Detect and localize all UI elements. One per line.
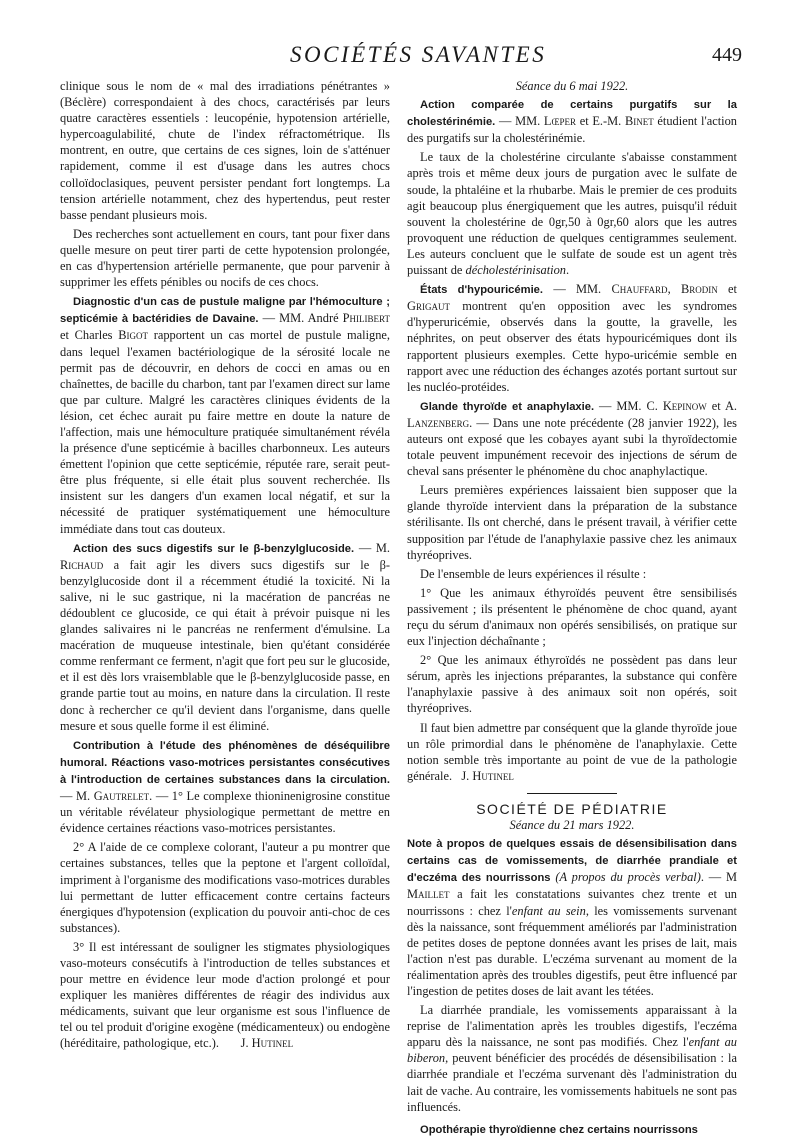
section-heading: Opothérapie thyroïdienne chez certains nourrissons: [420, 1123, 698, 1136]
running-head: [0, 42, 800, 70]
author-name: Richaud: [60, 557, 104, 572]
paragraph: Le taux de la cholestérine circulante s'abaisse constamment après trois et même deux jours de purgation avec le sulfate de soude, la phtaléine et la rhubarbe. Mais le premier de ces produits agit beaucoup plus énergiquement que les autres, puisqu'il réduit souvent la cholestérine de 0gr,50 à 0gr,60 alors que les autres provoquent une réduction de quelques centigrammes seulement. Les auteurs concluent que le sulfate de soude est un agent très puissant de décholestérinisation.: [407, 150, 737, 278]
communication-pustule-maligne: Diagnostic d'un cas de pustule maligne par l'hémoculture ; septicémie à bactéridies de Davaine. — MM. André Philibert et Charles Bigot rapportent un cas mortel de pustule maligne, dans lequel l'examen bactériologique de la sérosité locale ne permit pas de découvrir, en dehors de cocci en amas ou en chaînettes, de bacille du charbon, tant par l'examen direct sur lame que par culture. Malgré les caractères cliniques évidents de la lésion, cet échec aurait pu faire mettre en doute la nature de l'affection, mais une hémoculture pratiquée simultanément révéla la présence d'une septicémie à bacilles charbonneux. Les auteurs émettent l'opinion que cette septicémie, réputée rare, serait peut-être plus fréquente, si elle était plus souvent recherchée. Ils insistent sur les dangers d'un examen local négatif, et sur la nécessité de pratiquer systématiquement une hémoculture immédiate dans tout cas douteux.: [60, 296, 390, 536]
communication-purgatifs: Action comparée de certains purgatifs sur la cholestérinémie. — MM. Lœper et E.-M. Binet étudient l'action des purgatifs sur la cholestérinémie.: [407, 99, 737, 146]
paragraph: Des recherches sont actuellement en cours, tant pour fixer dans quelle mesure on peut tirer parti de cette hypotension prolongée, en cas d'hypertension artérielle permanente, que pour parvenir à supprimer les effets pénibles ou nocifs de ces chocs.: [60, 226, 390, 290]
italic-note: (A propos du procès verbal): [555, 870, 701, 885]
author-name: Kepinow: [662, 398, 707, 413]
author-name: Bigot: [118, 328, 148, 343]
section-heading: Glande thyroïde et anaphylaxie.: [420, 400, 595, 413]
session-date: Séance du 6 mai 1922.: [515, 79, 629, 93]
paragraph: De l'ensemble de leurs expériences il résulte :: [420, 566, 647, 581]
section-heading: Contribution à l'étude des phénomènes de déséquilibre humoral. Réactions vaso-motrices persistantes consécutives à l'introduction de certaines substances dans la circulation.: [60, 739, 390, 786]
society-title: SOCIÉTÉ DE PÉDIATRIE: [476, 800, 668, 817]
section-heading: Action comparée de certains purgatifs sur la cholestérinémie.: [407, 99, 737, 129]
paragraph: clinique sous le nom de « mal des irradiations pénétrantes » (Béclère) correspondaient à des chocs, caractérisés par leurs quatre caractères essentiels : leucopénie, hypotension artérielle, hypercoagulabilité, chute de l'index réfractométrique. Ils montrent, en outre, que certains de ces signes, loin de s'atténuer rapidement, comme il est d'usage dans les autres chocs colloïdoclasiques, peuvent persister pendant fort longtemps. La tension artérielle notamment, chez des hypertendus, peut rester basse pendant plusieurs mois.: [60, 79, 390, 222]
section-heading: Action des sucs digestifs sur le β-benzylglucoside.: [73, 542, 355, 555]
author-name: Maillet: [407, 887, 450, 902]
divider-line: [527, 793, 617, 794]
section-heading: Diagnostic d'un cas de pustule maligne par l'hémoculture ; septicémie à bactéridies de Davaine.: [60, 296, 390, 326]
signature: J. Hutinel: [240, 1036, 294, 1051]
page-number: 449: [712, 44, 742, 66]
author-name: Lanzenberg: [407, 415, 470, 430]
paragraph: La diarrhée prandiale, les vomissements apparaissant à la reprise de l'alimentation après les troubles digestifs, l'eczéma apparu dès la naissance, ne sont pas modifiés. Chez l'enfant au biberon, peuvent bénéficier des procédés de désensibilisation : la diarrhée prandiale et l'eczéma survenant dès l'administration du lait de vache. Au contraire, les vomissements habituels ne sont pas influencés.: [407, 1003, 737, 1114]
left-column: [60, 78, 390, 1055]
author-name: Chauffard: [611, 282, 668, 297]
communication-benzylglucoside: Action des sucs digestifs sur le β-benzylglucoside. — M. Richaud a fait agir les divers sucs digestifs sur le β-benzylglucoside dont il a récemment étudié la toxicité. Ni la salive, ni le suc gastrique, ni la macération de pancréas ne dédoublent ce glucoside, ce qui était à prévoir puisque ni les glandes salivaires ni le pancréas ne renferment d'émulsine. La macération de muqueuse intestinale, bien qu'étant considérée comme renfermant ce ferment, n'agit que fort peu sur le glucoside, et il est dès lors vraisemblable que le β-benzylglucoside passe, en grande partie tout au moins, en nature dans la circulation. Il reste donc à rechercher ce qu'il devient dans l'organisme, dans quelle mesure et sous quelle forme il est éliminé.: [60, 540, 390, 733]
section-heading: États d'hypouricémie.: [420, 284, 544, 297]
journal-section-title: SOCIÉTÉS SAVANTES: [290, 42, 547, 67]
communication-opotherapie: [407, 1121, 737, 1138]
author-name: Grigaut: [407, 299, 450, 314]
author-name: Brodin: [680, 282, 718, 297]
paragraph-with-signature: 3° Il est intéressant de souligner les stigmates physiologiques vaso-moteurs consécutifs à l'introduction de telles substances et pour mettre en évidence leur mode d'action prolongé et pour expliquer les manières différentes de réagir des individus aux médicaments, suivant que leur organisme est sous l'influence de tel ou tel produit d'origine exogène (médicamenteux) ou endogène (héréditaire, pathologique, etc.). J. Hutinel: [60, 939, 390, 1051]
communication-thyroide-anaphylaxie: Glande thyroïde et anaphylaxie. — MM. C. Kepinow et A. Lanzenberg. — Dans une note précédente (28 janvier 1922), les auteurs ont exposé que les cobayes ayant subi la thyroïdectomie totale peuvent impunément recevoir des injections de sérum de cheval sans présenter le phénomène du choc anaphylactique.: [407, 398, 737, 479]
communication-hypouricemie: États d'hypouricémie. — MM. Chauffard, Brodin et Grigaut montrent qu'en opposition avec les syndromes d'hyperuricémie, observés dans la goutte, la gravelle, les néphrites, on peut observer des états hypouricémiques dont ils rapportent plusieurs exemples. Cette hypo-uricémie semble en rapport avec une réduction des échanges azotés portant surtout sur les nucléo-protéides.: [407, 282, 737, 394]
communication-desequilibre-humoral: Contribution à l'étude des phénomènes de déséquilibre humoral. Réactions vaso-motrices persistantes consécutives à l'introduction de certaines substances dans la circulation. — M. Gautrelet. — 1° Le complexe thioninenigrosine constitue un véritable révélateur physiologique permettant de mettre en évidence certaines réactions vaso-motrices persistantes.: [60, 739, 390, 836]
author-name: Philibert: [342, 311, 390, 326]
section-heading: Note à propos de quelques essais de désensibilisation dans certains cas de vomissements, de diarrhée prandiale et d'eczéma des nourrissons: [407, 838, 737, 885]
section-divider: [407, 787, 737, 801]
communication-desensibilisation: Note à propos de quelques essais de désensibilisation dans certains cas de vomissements, de diarrhée prandiale et d'eczéma des nourrissons (A propos du procès verbal). — M Maillet a fait les constatations suivantes chez trente et un nourrissons : chez l'enfant au sein, les vomissements survenant dès la naissance, sont fréquemment améliorés par l'administration de petites doses de peptone données avant les prises de lait, mais l'action n'est pas durable. L'eczéma survenant au moment de la réalimentation après des troubles digestifs, peut être influencé par l'ingestion de petites doses de lait avant les tétées.: [407, 838, 737, 998]
author-name: Lœper: [543, 114, 576, 129]
paragraph: 2° Que les animaux éthyroïdés ne possèdent pas dans leur sérum, après les injections préparantes, la substance qui confère l'anaphylaxie passive à des animaux soit non opérés, soit thyréoprives.: [407, 653, 737, 716]
paragraph: 2° A l'aide de ce complexe colorant, l'auteur a pu montrer que certaines substances, telles que la peptone et l'argent colloïdal, impriment à l'organisme des modifications vaso-motrices durables lui permettant de lutter efficacement contre certains facteurs énergiques d'hypotension (explication du pouvoir anti-choc de ces substances).: [60, 840, 390, 935]
right-column: [407, 78, 737, 1141]
session-date: Séance du 21 mars 1922.: [509, 818, 635, 833]
author-name: Gautrelet: [93, 789, 150, 804]
paragraph: Leurs premières expériences laissaient bien supposer que la glande thyroïde intervient dans la préparation de la substance stérilisante. Ils ont cherché, dans le présent travail, à vérifier cette supposition par l'étude de l'anaphylaxie passive chez les animaux thyréoprives.: [407, 483, 737, 562]
paragraph: 1° Que les animaux éthyroïdés peuvent être sensibilisés passivement ; ils présentent le phénomène de choc quand, ayant reçu du sérum d'animaux non opérés sensibilisés, on pratique sur eux l'injection déchaînante ;: [407, 585, 737, 649]
author-name: Binet: [624, 114, 654, 129]
paragraph-with-signature: Il faut bien admettre par conséquent que la glande thyroïde joue un rôle primordial dans le phénomène de l'anaphylaxie. Cette notion semble très importante au point de vue de la pathologie générale. J. Hutinel: [407, 720, 737, 783]
signature: J. Hutinel: [461, 768, 514, 783]
